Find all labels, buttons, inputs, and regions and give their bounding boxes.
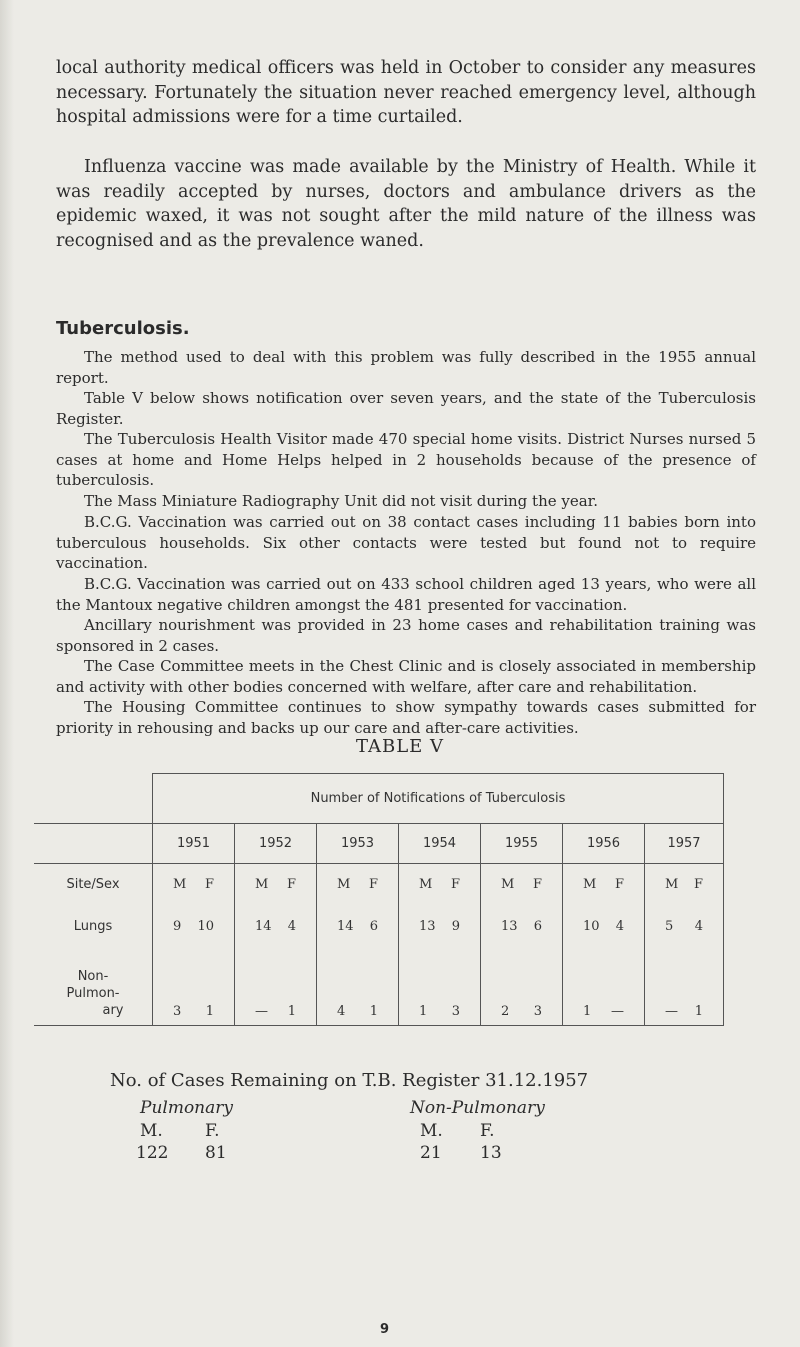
sex-m: M <box>173 877 187 893</box>
tb-paragraph-visits: The Tuberculosis Health Visitor made 470 special home visits. District Nurses nursed 5 cases at home and Home Helps helped in 2 households because of the presence of tuberculosis. <box>56 430 756 490</box>
value-f: 10 <box>197 919 214 934</box>
sex-m: M <box>255 877 269 893</box>
tb-paragraph-housing: The Housing Committee continues to show sympathy towards cases submitted for priority in rehousing and backs up our care and after-care activities. <box>56 698 756 737</box>
sex-pair <box>481 877 562 892</box>
value-pair <box>399 1004 480 1019</box>
value-f: 3 <box>451 1004 460 1019</box>
value-m: — <box>665 1004 678 1019</box>
sex-f: F <box>532 877 542 893</box>
tb-paragraph-radiography: The Mass Miniature Radiography Unit did not visit during the year. <box>84 492 598 510</box>
tb-paragraph-bcg-school: B.C.G. Vaccination was carried out on 433 school children aged 13 years, who were all the Mantoux negative children amongst the 481 presented for vaccination. <box>56 575 756 614</box>
row-label-non-pulmonary <box>34 948 153 1026</box>
value-m: 10 <box>583 919 600 934</box>
pulmonary-label: Pulmonary <box>140 1098 233 1118</box>
sex-header-row <box>34 864 724 906</box>
value-m: 1 <box>419 1004 428 1019</box>
sex-f: F <box>614 877 624 893</box>
value-f: 9 <box>451 919 460 934</box>
tb-paragraph-nourishment: Ancillary nourishment was provided in 23 home cases and rehabilitation training was sponsored in 2 cases. <box>56 616 756 655</box>
value-pair <box>645 1004 723 1019</box>
page-number: 9 <box>380 1322 390 1337</box>
label-line: Non- <box>77 969 109 984</box>
value-pair <box>563 919 644 934</box>
value-m: — <box>255 1004 268 1019</box>
value-pair <box>317 919 398 934</box>
non-pulmonary-label: Non-Pulmonary <box>410 1098 545 1118</box>
pulmonary-f-label: F. <box>205 1121 220 1141</box>
value-pair <box>481 919 562 934</box>
value-pair <box>235 1004 316 1019</box>
value-m: 1 <box>583 1004 592 1019</box>
sex-m: M <box>419 877 433 893</box>
pulmonary-m-label: M. <box>140 1121 163 1141</box>
value-f: 6 <box>533 919 542 934</box>
non-pulmonary-f-value: 13 <box>480 1143 502 1163</box>
value-m: 13 <box>501 919 518 934</box>
year-header: 1954 <box>399 824 481 864</box>
tb-paragraph-case-committee: The Case Committee meets in the Chest Clinic and is closely associated in membership and activity with other bodies concerned with welfare, after care and rehabilitation. <box>56 657 756 696</box>
sex-pair <box>645 877 723 892</box>
site-sex-label: Site/Sex <box>34 864 153 906</box>
sex-pair <box>563 877 644 892</box>
sex-pair <box>317 877 398 892</box>
value-m: 3 <box>173 1004 182 1019</box>
value-f: 4 <box>615 919 624 934</box>
non-pulmonary-f-label: F. <box>480 1121 495 1141</box>
sex-f: F <box>693 877 703 893</box>
tb-paragraph-bcg-contacts: B.C.G. Vaccination was carried out on 38 contact cases including 11 babies born into tuberculous households. Six other contacts were tested but found not to require vaccination. <box>56 513 756 573</box>
sex-f: F <box>204 877 214 893</box>
table-row-non-pulmonary <box>34 948 724 1026</box>
value-f: 1 <box>205 1004 214 1019</box>
year-header: 1952 <box>235 824 317 864</box>
label-line: ary <box>102 1003 124 1018</box>
value-m: 9 <box>173 919 182 934</box>
sex-m: M <box>337 877 351 893</box>
non-pulmonary-m-value: 21 <box>420 1143 442 1163</box>
sex-m: M <box>665 877 679 893</box>
value-m: 14 <box>255 919 272 934</box>
page-edge-shadow <box>0 0 14 1347</box>
value-m: 2 <box>501 1004 510 1019</box>
value-pair <box>399 919 480 934</box>
value-pair <box>153 1004 234 1019</box>
sex-f: F <box>368 877 378 893</box>
sex-f: F <box>286 877 296 893</box>
value-f: 4 <box>287 919 296 934</box>
non-pulmonary-m-label: M. <box>420 1121 443 1141</box>
sex-m: M <box>501 877 515 893</box>
pulmonary-m-value: 122 <box>136 1143 169 1163</box>
row-label-lungs: Lungs <box>73 919 113 934</box>
year-header: 1957 <box>645 824 724 864</box>
year-header: 1953 <box>317 824 399 864</box>
value-f: 6 <box>369 919 378 934</box>
year-header: 1955 <box>481 824 563 864</box>
empty-cell <box>34 824 153 864</box>
value-f: — <box>611 1004 624 1019</box>
sex-pair <box>399 877 480 892</box>
sex-f: F <box>450 877 460 893</box>
value-m: 4 <box>337 1004 346 1019</box>
register-title: No. of Cases Remaining on T.B. Register 31.12.1957 <box>110 1070 589 1091</box>
sex-pair <box>153 877 234 892</box>
value-f: 1 <box>694 1004 703 1019</box>
value-m: 5 <box>665 919 674 934</box>
year-header-row <box>34 824 724 864</box>
value-f: 1 <box>287 1004 296 1019</box>
value-f: 1 <box>369 1004 378 1019</box>
table-row-lungs <box>34 906 724 948</box>
value-pair <box>645 919 723 934</box>
sex-pair <box>235 877 316 892</box>
paragraph-intro: local authority medical officers was held in October to consider any measures necessary. Fortunately the situation never reached emergency level, although hospital admissions were for a time curtailed. <box>56 58 756 127</box>
notifications-table <box>34 773 724 1026</box>
paragraph-influenza: Influenza vaccine was made available by the Ministry of Health. While it was readily accepted by nurses, doctors and ambulance drivers as the epidemic waxed, it was not sought after the mild nature of the illness was recognised and as the prevalence waned. <box>56 157 756 251</box>
value-pair <box>481 1004 562 1019</box>
table-title: TABLE V <box>355 736 445 757</box>
pulmonary-f-value: 81 <box>205 1143 227 1163</box>
group-header: Number of Notifications of Tuberculosis <box>153 774 724 824</box>
value-m: 14 <box>337 919 354 934</box>
value-pair <box>153 919 234 934</box>
sex-m: M <box>583 877 597 893</box>
tb-paragraph-table: Table V below shows notification over seven years, and the state of the Tuberculosis Register. <box>56 389 756 428</box>
label-line: Pulmon- <box>66 986 120 1001</box>
section-heading-tuberculosis: Tuberculosis. <box>56 318 190 339</box>
value-pair <box>563 1004 644 1019</box>
year-header: 1951 <box>153 824 235 864</box>
value-m: 13 <box>419 919 436 934</box>
empty-corner-cell <box>34 774 153 824</box>
value-f: 4 <box>694 919 703 934</box>
tb-paragraph-method: The method used to deal with this problem was fully described in the 1955 annual report. <box>56 348 756 387</box>
value-f: 3 <box>533 1004 542 1019</box>
year-header: 1956 <box>563 824 645 864</box>
value-pair <box>317 1004 398 1019</box>
value-pair <box>235 919 316 934</box>
